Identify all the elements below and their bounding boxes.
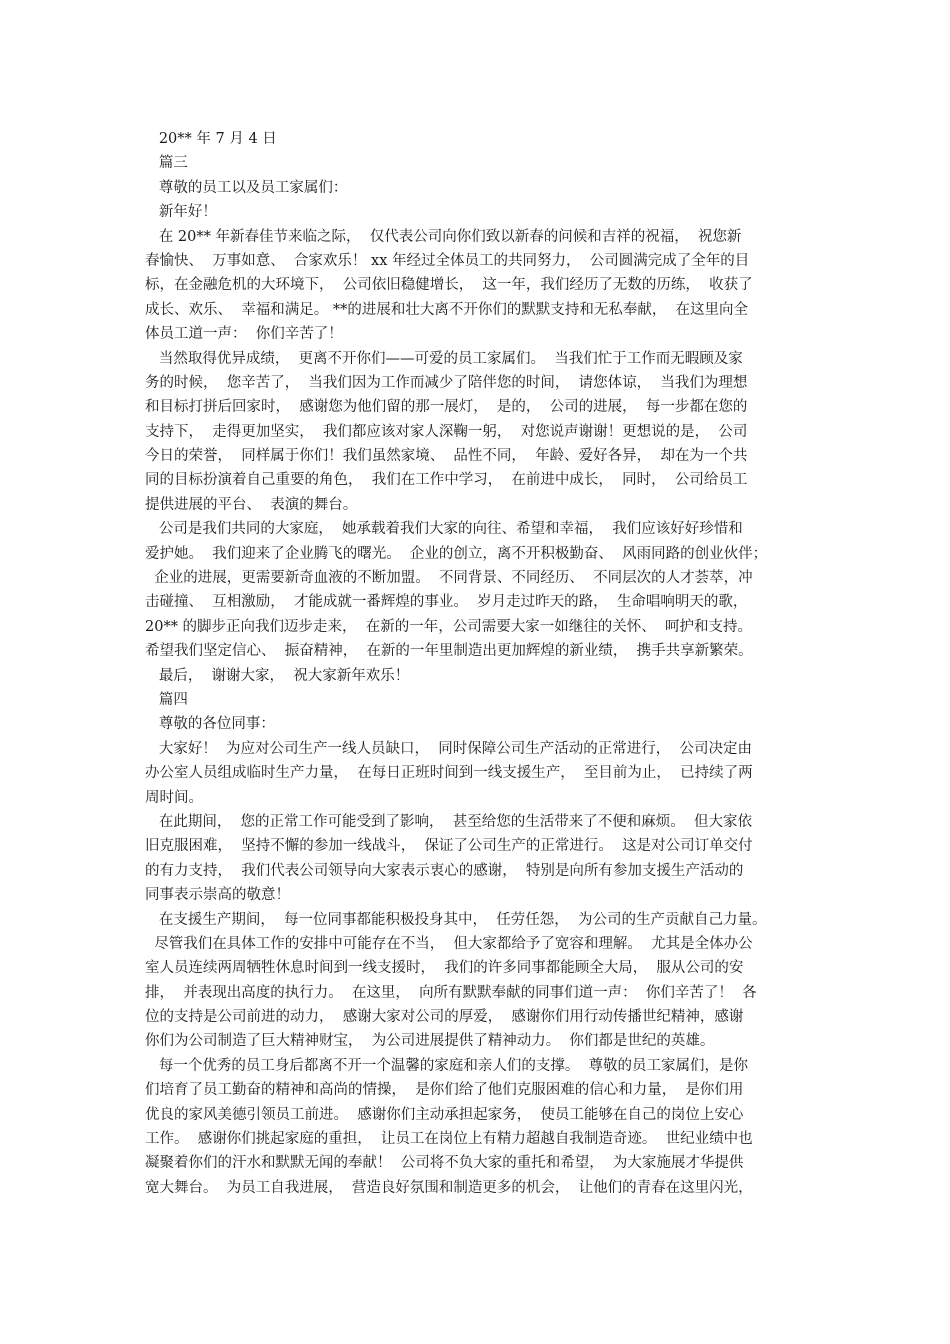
text-line: 们培育了员工勤奋的精神和高尚的情操， 是你们给了他们克服困难的信心和力量， 是你们用 xyxy=(145,1082,744,1099)
text-line: 宽大舞台。 为员工自我进展， 营造良好氛围和制造更多的机会， 让他们的青春在这里闪光， xyxy=(145,1179,753,1196)
section-heading: 篇四 xyxy=(145,691,188,708)
text-line: 最后， 谢谢大家， 祝大家新年欢乐！ xyxy=(145,667,410,684)
greeting: 新年好！ xyxy=(145,204,217,221)
salutation: 尊敬的各位同事： xyxy=(145,716,275,733)
text-line: 优良的家风美德引领员工前进。 感谢你们主动承担起家务， 使员工能够在自己的岗位上安心 xyxy=(145,1106,744,1123)
text-line: 公司是我们共同的大家庭， 她承载着我们大家的向往、希望和幸福， 我们应该好好珍惜和 xyxy=(145,521,743,538)
text-line: 成长、欢乐、 幸福和满足。 **的进展和壮大离不开你们的默默支持和无私奉献， 在这里向全 xyxy=(145,301,749,318)
text-line: 室人员连续两周牺牲休息时间到一线支援时， 我们的许多同事都能顾全大局， 服从公司的安 xyxy=(145,960,744,977)
text-line: 排， 并表现出高度的执行力。 在这里， 向所有默默奉献的同事们道一声： 你们辛苦了！ 各 xyxy=(145,984,757,1001)
text-line: 在 20** 年新春佳节来临之际， 仅代表公司向你们致以新春的问候和吉祥的祝福， 祝您新 xyxy=(145,228,742,245)
text-line: 企业的进展，更需要新奇血液的不断加盟。 不同背景、不同经历、 不同层次的人才荟萃，冲 xyxy=(145,570,753,587)
text-line: 工作。 感谢你们挑起家庭的重担， 让员工在岗位上有精力超越自我制造奇迹。 世纪业绩中也 xyxy=(145,1131,753,1148)
text-line: 支持下， 走得更加坚实， 我们都应该对家人深鞠一躬， 对您说声谢谢！更想说的是， 公司 xyxy=(145,423,748,440)
text-line: 周时间。 xyxy=(145,789,203,806)
text-line: 在支援生产期间， 每一位同事都能积极投身其中， 任劳任怨， 为公司的生产贡献自己力量。 xyxy=(145,911,767,928)
text-line: 今日的荣誉， 同样属于你们！我们虽然家境、 品性不同， 年龄、爱好各异， 却在为一个共 xyxy=(145,448,748,465)
text-line: 体员工道一声： 你们辛苦了！ xyxy=(145,326,343,343)
text-line: 同的目标扮演着自己重要的角色， 我们在工作中学习， 在前进中成长， 同时， 公司给员工 xyxy=(145,472,748,489)
text-line: 的有力支持， 我们代表公司领导向大家表示衷心的感谢， 特别是向所有参加支援生产活动的 xyxy=(145,862,744,879)
salutation: 尊敬的员工以及员工家属们： xyxy=(145,179,348,196)
text-line: 同事表示崇高的敬意！ xyxy=(145,887,290,904)
text-line: 当然取得优异成绩， 更离不开你们——可爱的员工家属们。 当我们忙于工作而无暇顾及家 xyxy=(145,350,743,367)
text-line: 位的支持是公司前进的动力， 感谢大家对公司的厚爱， 感谢你们用行动传播世纪精神，感谢 xyxy=(145,1009,744,1026)
document-body xyxy=(145,127,817,1200)
date-line: 20** 年 7 月 4 日 xyxy=(145,131,277,147)
text-line: 尽管我们在具体工作的安排中可能存在不当， 但大家都给予了宽容和理解。 尤其是全体办公 xyxy=(145,935,753,952)
text-line: 你们为公司制造了巨大精神财宝， 为公司进展提供了精神动力。 你们都是世纪的英雄。 xyxy=(145,1033,715,1050)
text-line: 务的时候， 您辛苦了， 当我们因为工作而减少了陪伴您的时间， 请您体谅， 当我们为理想 xyxy=(145,374,748,391)
text-line: 每一个优秀的员工身后都离不开一个温馨的家庭和亲人们的支撑。 尊敬的员工家属们，是你 xyxy=(145,1057,749,1074)
text-line: 爱护她。 我们迎来了企业腾飞的曙光。 企业的创立，离不开积极勤奋、 风雨同路的创业伙伴； xyxy=(145,545,768,562)
text-line: 办公室人员组成临时生产力量， 在每日正班时间到一线支援生产， 至目前为止， 已持续了两 xyxy=(145,765,753,782)
section-heading: 篇三 xyxy=(145,155,188,172)
text-line: 和目标打拼后回家时， 感谢您为他们留的那一展灯， 是的， 公司的进展， 每一步都在您的 xyxy=(145,399,748,416)
text-line: 春愉快、 万事如意、 合家欢乐！ xx 年经过全体员工的共同努力， 公司圆满完成了全年的目 xyxy=(145,252,750,269)
text-line: 大家好！ 为应对公司生产一线人员缺口， 同时保障公司生产活动的正常进行， 公司决定由 xyxy=(145,740,752,757)
text-line: 在此期间， 您的正常工作可能受到了影响， 甚至给您的生活带来了不便和麻烦。 但大家依 xyxy=(145,813,752,830)
text-line: 希望我们坚定信心、 振奋精神， 在新的一年里制造出更加辉煌的新业绩， 携手共享新繁荣。 xyxy=(145,643,753,660)
text-line: 旧克服困难， 坚持不懈的参加一线战斗， 保证了公司生产的正常进行。 这是对公司订单交付 xyxy=(145,838,753,855)
text-line: 标，在金融危机的大环境下， 公司依旧稳健增长， 这一年，我们经历了无数的历练， 收获了 xyxy=(145,277,753,294)
text-line: 凝聚着你们的汗水和默默无闻的奉献！ 公司将不负大家的重托和希望， 为大家施展才华提供 xyxy=(145,1155,744,1172)
text-line: 击碰撞、 互相激励， 才能成就一番辉煌的事业。 岁月走过昨天的路， 生命唱响明天的歌， xyxy=(145,594,748,611)
text-line: 20** 的脚步正向我们迈步走来， 在新的一年，公司需要大家一如继往的关怀、 呵护和支持。 xyxy=(145,618,752,635)
text-line: 提供进展的平台、 表演的舞台。 xyxy=(145,496,358,513)
